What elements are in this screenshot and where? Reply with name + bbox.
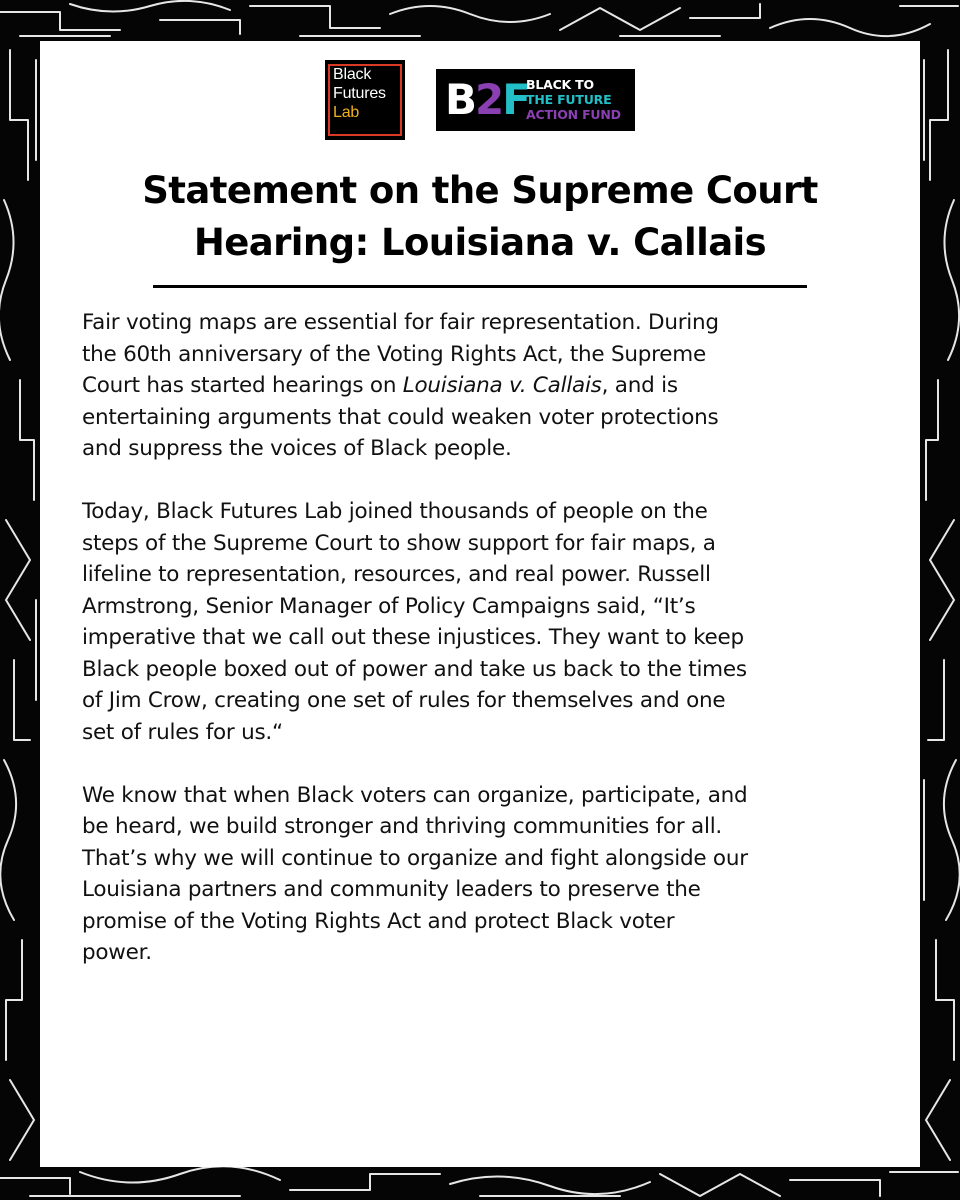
text-line: Fair voting maps are essential for fair representation. During xyxy=(82,310,719,335)
text-line: power. xyxy=(82,940,152,965)
text-line: lifeline to representation, resources, and real power. Russell xyxy=(82,562,711,587)
text-line: entertaining arguments that could weaken voter protections xyxy=(82,404,719,430)
statement-title xyxy=(40,165,920,269)
bfl-logo-line: Futures xyxy=(333,85,386,102)
text-line: imperative that we call out these injustices. They want to keep xyxy=(82,625,744,650)
text-line: steps of the Supreme Court to show support for fair maps, a xyxy=(82,530,716,556)
paragraph-intro xyxy=(82,307,882,465)
b2f-logo-line: THE FUTURE xyxy=(526,92,612,107)
text-line: That’s why we will continue to organize and fight alongside our xyxy=(82,845,748,871)
title-line: Hearing: Louisiana v. Callais xyxy=(193,221,767,264)
statement-body xyxy=(82,307,882,1000)
logo-row xyxy=(40,60,920,140)
text-line: be heard, we build stronger and thriving communities for all. xyxy=(82,814,723,839)
bfl-logo-line: Lab xyxy=(333,104,360,121)
title-divider xyxy=(153,285,807,288)
bfl-logo-wordmark xyxy=(333,65,386,122)
b2f-logo-line: BLACK TO xyxy=(526,77,594,92)
text-line: Court has started hearings on Louisiana v. Callais, and is xyxy=(82,373,678,398)
paragraph-quote xyxy=(82,496,882,748)
paragraph-closing xyxy=(82,780,882,969)
text-line: and suppress the voices of Black people. xyxy=(82,436,512,461)
text-line: Black people boxed out of power and take us back to the times xyxy=(82,656,747,682)
text-line: Louisiana partners and community leaders to preserve the xyxy=(82,877,701,902)
statement-card xyxy=(40,41,920,1167)
case-name: Louisiana v. Callais xyxy=(402,373,602,398)
text-line: Today, Black Futures Lab joined thousands of people on the xyxy=(82,499,708,524)
text-line: We know that when Black voters can organize, participate, and xyxy=(82,782,748,808)
text-line: the 60th anniversary of the Voting Rights Act, the Supreme xyxy=(82,341,706,367)
title-line: Statement on the Supreme Court xyxy=(142,169,818,212)
text-line: promise of the Voting Rights Act and protect Black voter xyxy=(82,908,675,934)
bfl-logo-line: Black xyxy=(333,66,372,83)
b2f-logo-wordmark xyxy=(526,77,621,122)
b2f-logo-line: ACTION FUND xyxy=(526,107,621,122)
black-futures-lab-logo xyxy=(325,60,405,140)
text-line: Armstrong, Senior Manager of Policy Campaigns said, “It’s xyxy=(82,593,696,619)
text-line: of Jim Crow, creating one set of rules for themselves and one xyxy=(82,688,726,713)
text-line: set of rules for us.“ xyxy=(82,719,283,745)
black-to-the-future-action-fund-logo xyxy=(436,69,635,131)
b2f-logo-mark: B2F xyxy=(445,75,529,124)
